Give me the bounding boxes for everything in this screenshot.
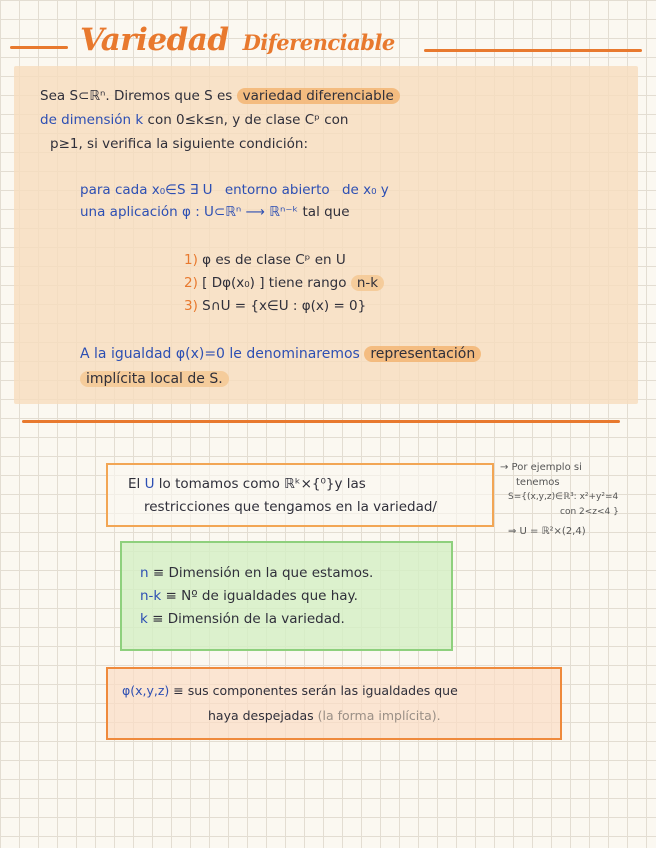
def-dimension-k: de dimensión k xyxy=(40,112,144,128)
cond-line-1 xyxy=(80,180,389,201)
box1-line-1 xyxy=(128,474,366,495)
box1-line-2: restricciones que tengamos en la variedad/ xyxy=(144,499,437,515)
box3-line-2-faint: (la forma implícita). xyxy=(317,708,441,723)
side-note-line-3: S={(x,y,z)∈ℝ³: x²+y²=4 xyxy=(508,492,619,502)
side-note-line-1: → Por ejemplo si xyxy=(500,462,582,473)
title-sub: Diferenciable xyxy=(242,30,395,55)
box2-row-2-key: n-k xyxy=(140,588,162,604)
def-line-2-text: con 0≤k≤n, y de clase Cᵖ con xyxy=(147,112,349,128)
section-divider xyxy=(22,420,620,423)
cond-item-3-num: 3) xyxy=(184,298,198,314)
cond-line-2-post: tal que xyxy=(302,204,350,220)
def-line-1 xyxy=(40,86,400,107)
note-box-phi xyxy=(106,667,562,740)
cond-map-phi: φ : U⊂ℝⁿ ⟶ ℝⁿ⁻ᵏ xyxy=(182,204,299,220)
cond-item-2-num: 2) xyxy=(184,275,198,291)
box2-row-2-val: ≡ Nº de igualdades que hay. xyxy=(165,588,358,604)
cond-line-1-pre: para cada x₀∈S ∃ U xyxy=(80,182,213,198)
box2-row-3 xyxy=(140,609,345,630)
title-main: Variedad xyxy=(80,22,229,58)
box1-pre: El xyxy=(128,476,141,492)
box3-line-2 xyxy=(208,705,441,726)
eq-phi-zero: φ(x)=0 xyxy=(175,346,225,362)
page-title xyxy=(80,22,395,58)
cond-item-2-text: [ Dφ(x₀) ] tiene rango xyxy=(202,275,347,291)
cond-entorno-abierto: entorno abierto xyxy=(224,182,330,198)
cond-line-1-post: de x₀ y xyxy=(341,182,389,198)
cond-item-1 xyxy=(184,250,346,271)
box2-row-3-val: ≡ Dimensión de la variedad. xyxy=(152,611,345,627)
eq-line-1-mid: le denominaremos xyxy=(229,346,360,362)
box3-val: ≡ sus componentes serán las igualdades que xyxy=(173,683,458,698)
cond-line-2 xyxy=(80,202,350,223)
note-box-dimensions xyxy=(120,541,453,651)
box3-line-2-text: haya despejadas xyxy=(208,708,314,723)
box3-line-1 xyxy=(122,680,458,701)
side-note xyxy=(500,460,619,539)
eq-line-1 xyxy=(80,344,481,365)
box2-row-1 xyxy=(140,563,373,584)
cond-item-1-num: 1) xyxy=(184,252,198,268)
box2-row-3-key: k xyxy=(140,611,148,627)
side-note-line-2: tenemos xyxy=(516,477,560,488)
cond-item-2-rank: n-k xyxy=(351,275,384,291)
title-rule-right xyxy=(424,49,642,52)
cond-item-3-text: S∩U = {x∈U : φ(x) = 0} xyxy=(202,298,367,314)
cond-item-1-text: φ es de clase Cᵖ en U xyxy=(202,252,346,268)
box3-key: φ(x,y,z) xyxy=(122,683,170,698)
cond-item-2 xyxy=(184,273,384,294)
eq-highlight-representacion: representación xyxy=(364,346,481,362)
def-line-1-text: Sea S⊂ℝⁿ. Diremos que S es xyxy=(40,88,233,104)
def-highlight-variedad: variedad diferenciable xyxy=(237,88,400,104)
def-line-3: p≥1, si verifica la siguiente condición: xyxy=(50,136,309,152)
eq-line-2 xyxy=(80,369,229,390)
eq-line-1-pre: A la igualdad xyxy=(80,346,172,362)
side-note-line-4: con 2<z<4 } xyxy=(560,507,619,517)
side-note-line-5: ⇒ U = ℝ²×(2,4) xyxy=(508,526,586,537)
title-rule-left xyxy=(10,46,68,49)
eq-highlight-implicita: implícita local de S. xyxy=(80,371,229,387)
cond-item-3 xyxy=(184,296,366,317)
box1-post: lo tomamos como ℝᵏ×{⁰}y las xyxy=(158,476,366,492)
cond-line-2-pre: una aplicación xyxy=(80,204,178,220)
note-box-u xyxy=(106,463,494,527)
def-line-2 xyxy=(40,110,348,131)
box2-row-1-val: ≡ Dimensión en la que estamos. xyxy=(152,565,374,581)
box2-row-2 xyxy=(140,586,358,607)
box1-U: U xyxy=(144,476,155,492)
box2-row-1-key: n xyxy=(140,565,149,581)
